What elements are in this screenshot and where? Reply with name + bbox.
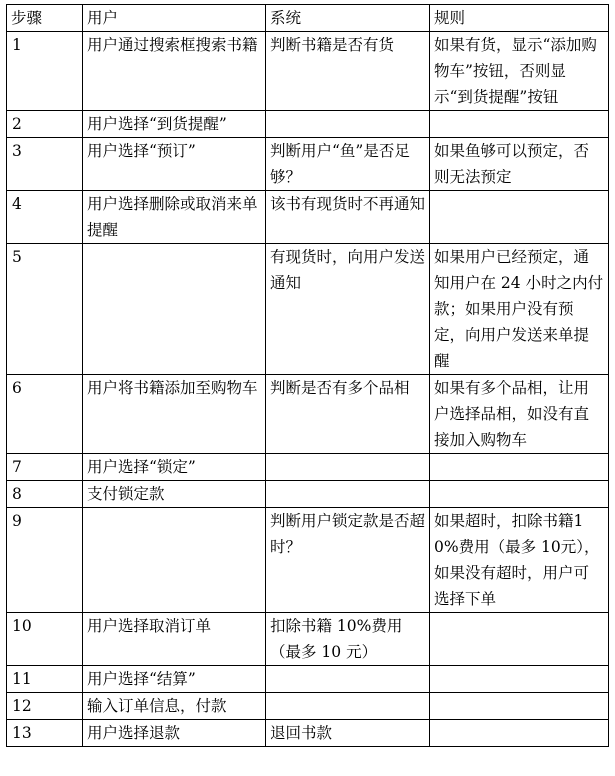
cell-step: 13 [7,720,83,747]
cell-step: 7 [7,454,83,481]
cell-system: 判断用户锁定款是否超时？ [266,508,430,613]
cell-user: 支付锁定款 [83,481,266,508]
requirements-table [6,4,609,747]
cell-user: 用户选择“到货提醒” [83,111,266,138]
cell-rule [430,666,609,693]
table-row [7,244,609,375]
table-row [7,613,609,666]
cell-user: 用户选择“结算” [83,666,266,693]
table-row [7,508,609,613]
cell-step: 8 [7,481,83,508]
cell-system: 判断用户“鱼”是否足够？ [266,138,430,191]
table-row [7,375,609,454]
cell-system [266,666,430,693]
cell-rule: 如果鱼够可以预定，否则无法预定 [430,138,609,191]
cell-step: 5 [7,244,83,375]
cell-rule [430,613,609,666]
cell-step: 6 [7,375,83,454]
table-row [7,191,609,244]
cell-user [83,244,266,375]
cell-user: 用户选择退款 [83,720,266,747]
cell-rule [430,693,609,720]
header-rule: 规则 [430,5,609,32]
cell-user [83,508,266,613]
cell-step: 3 [7,138,83,191]
cell-user: 用户选择“锁定” [83,454,266,481]
cell-system [266,481,430,508]
cell-system [266,111,430,138]
document-page [6,4,609,747]
table-row [7,666,609,693]
cell-step: 11 [7,666,83,693]
cell-system: 判断书籍是否有货 [266,32,430,111]
header-system: 系统 [266,5,430,32]
cell-user: 输入订单信息，付款 [83,693,266,720]
cell-rule [430,720,609,747]
cell-rule: 如果超时，扣除书籍10%费用（最多 10元），如果没有超时，用户可选择下单 [430,508,609,613]
cell-step: 10 [7,613,83,666]
cell-step: 1 [7,32,83,111]
cell-system: 有现货时，向用户发送通知 [266,244,430,375]
cell-step: 4 [7,191,83,244]
cell-system [266,693,430,720]
cell-rule [430,454,609,481]
table-row [7,138,609,191]
cell-rule [430,481,609,508]
cell-system: 退回书款 [266,720,430,747]
cell-rule: 如果有货，显示“添加购物车”按钮，否则显示“到货提醒”按钮 [430,32,609,111]
cell-user: 用户通过搜索框搜索书籍 [83,32,266,111]
cell-user: 用户选择取消订单 [83,613,266,666]
cell-rule: 如果用户已经预定，通知用户在 24 小时之内付款；如果用户没有预定，向用户发送来单提醒 [430,244,609,375]
cell-step: 2 [7,111,83,138]
cell-system: 该书有现货时不再通知 [266,191,430,244]
cell-step: 9 [7,508,83,613]
cell-rule: 如果有多个品相，让用户选择品相，如没有直接加入购物车 [430,375,609,454]
table-row [7,720,609,747]
table-header-row [7,5,609,32]
header-step: 步骤 [7,5,83,32]
cell-step: 12 [7,693,83,720]
table-row [7,481,609,508]
cell-rule [430,191,609,244]
cell-user: 用户将书籍添加至购物车 [83,375,266,454]
cell-user: 用户选择删除或取消来单提醒 [83,191,266,244]
cell-rule [430,111,609,138]
header-user: 用户 [83,5,266,32]
table-row [7,111,609,138]
table-row [7,693,609,720]
cell-system [266,454,430,481]
cell-system: 扣除书籍 10%费用（最多 10 元） [266,613,430,666]
table-row [7,32,609,111]
cell-system: 判断是否有多个品相 [266,375,430,454]
table-row [7,454,609,481]
cell-user: 用户选择“预订” [83,138,266,191]
